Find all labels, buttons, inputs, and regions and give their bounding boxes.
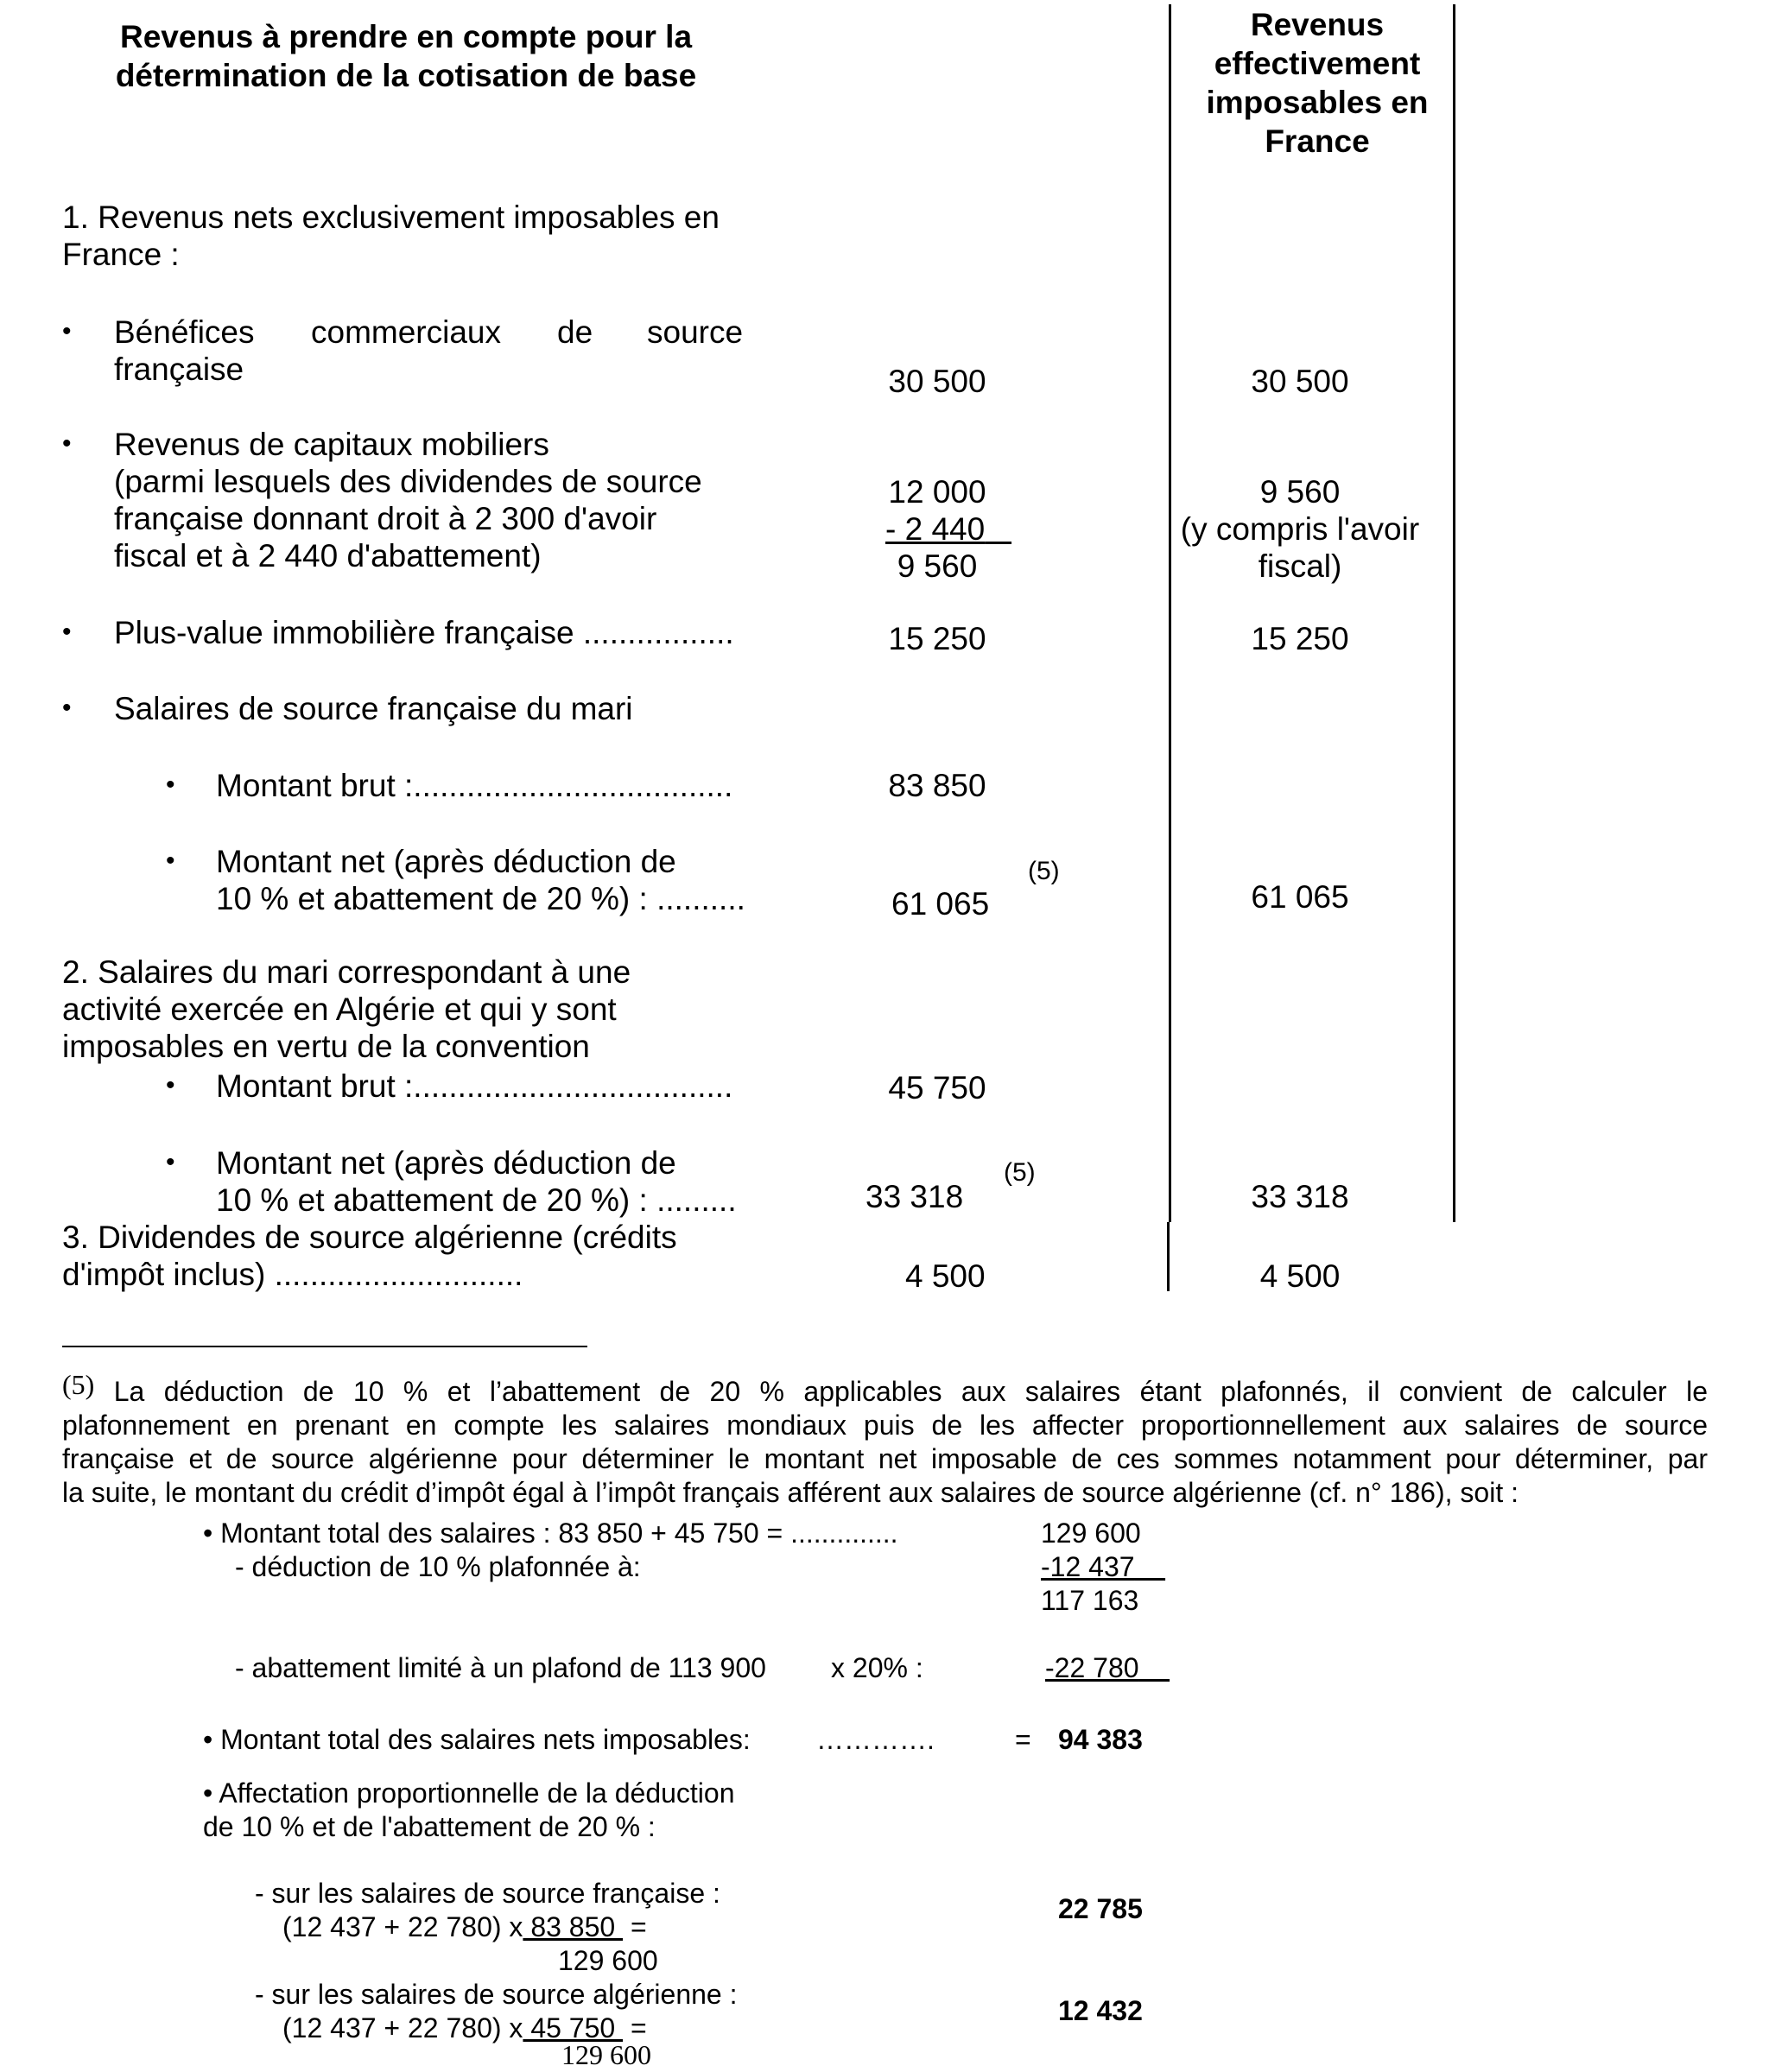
calc-total-value: 129 600 xyxy=(1041,1518,1141,1549)
header-left-line1: Revenus à prendre en compte pour la xyxy=(119,19,693,54)
footnote-line3: française et de source algérienne pour déterminer le montant net imposable de ces sommes notamment pour déterminer, par xyxy=(62,1443,1708,1474)
section3-line1: 3. Dividendes de source algérienne (crédits xyxy=(62,1220,677,1255)
header-right-line4: France xyxy=(1265,124,1370,159)
footnote-line4: la suite, le montant du crédit d’impôt égal à l’impôt français afférent aux salaires de source algérienne (cf. n° 186), soit : xyxy=(62,1477,1519,1508)
section2-brut-label: Montant brut :.................................... xyxy=(216,1068,733,1104)
bullet-icon: • xyxy=(62,317,72,345)
calc-dz-formula-a: (12 437 + 22 780) x xyxy=(282,2012,523,2043)
plusvalue-col2: 15 250 xyxy=(1251,621,1349,656)
calc-deduction-value: -12 437 xyxy=(1041,1551,1135,1582)
header-left xyxy=(60,17,751,95)
salaires-label: Salaires de source française du mari xyxy=(114,691,633,726)
section2-net-line2: 10 % et abattement de 20 %) : ......... xyxy=(216,1182,737,1218)
capitaux-col2-c: fiscal) xyxy=(1258,548,1342,584)
footnote-line2: plafonnement en prenant en compte les salaires mondiaux puis de les affecter proportionnellement aux salaires de source xyxy=(62,1410,1708,1441)
calc-net-eq: = xyxy=(1015,1724,1031,1755)
plusvalue-col1: 15 250 xyxy=(888,621,986,656)
column-divider-right xyxy=(1453,4,1455,1222)
salaires-brut-label: Montant brut :.................................... xyxy=(216,768,733,803)
benefices-label-a: Bénéfices xyxy=(114,314,255,350)
calc-abattement-value: -22 780 xyxy=(1045,1652,1139,1683)
column-divider-left-lower xyxy=(1167,1222,1170,1291)
calc-dz-label: - sur les salaires de source algérienne : xyxy=(255,1979,738,2010)
capitaux-line3: française donnant droit à 2 300 d'avoir xyxy=(114,501,657,536)
calc-abattement-label: - abattement limité à un plafond de 113 900 xyxy=(235,1652,766,1683)
calc-dz-value: 12 432 xyxy=(1058,1995,1143,2026)
plusvalue-label: Plus-value immobilière française ................. xyxy=(114,615,734,650)
calc-fr-value: 22 785 xyxy=(1058,1893,1143,1924)
section2-net-col1: 33 318 xyxy=(865,1179,964,1214)
header-right-line1: Revenus xyxy=(1250,7,1385,42)
salaires-net-col2: 61 065 xyxy=(1251,879,1349,915)
calc-abattement-rate: x 20% : xyxy=(831,1652,923,1683)
benefices-label-line2: française xyxy=(114,352,244,387)
calc-fr-formula-eq: = xyxy=(630,1911,647,1942)
section3-line2: d'impôt inclus) ............................ xyxy=(62,1257,523,1292)
bullet-icon: • xyxy=(62,429,72,458)
section3-col1: 4 500 xyxy=(905,1258,986,1294)
calc-fr-formula-num: 83 850 xyxy=(523,1911,624,1942)
benefices-label-c: de xyxy=(557,314,593,350)
section2-net-col2: 33 318 xyxy=(1251,1179,1349,1214)
salaires-net-line2: 10 % et abattement de 20 %) : .......... xyxy=(216,881,745,916)
calc-net-dots: …………. xyxy=(816,1724,935,1755)
footnote-marker: (5) xyxy=(62,1369,95,1400)
footnote-line1: La déduction de 10 % et l’abattement de 20 % applicables aux salaires étant plafonnés, il convient de calculer le xyxy=(113,1376,1709,1407)
bullet-icon: • xyxy=(166,1148,175,1176)
header-right-line3: imposables en xyxy=(1206,85,1429,120)
calc-abattement-value-wrap xyxy=(1045,1651,1173,1685)
footnote-ref: (5) xyxy=(1028,857,1060,885)
capitaux-col1-b xyxy=(885,510,1015,548)
calc-fr-formula-a: (12 437 + 22 780) x xyxy=(282,1911,523,1942)
calc-net-value: 94 383 xyxy=(1058,1724,1143,1755)
bullet-icon: • xyxy=(166,1071,175,1099)
section2-title-line2: activité exercée en Algérie et qui y sont xyxy=(62,992,617,1027)
footnote-ref: (5) xyxy=(1004,1158,1036,1187)
section2-brut-col1: 45 750 xyxy=(888,1070,986,1106)
capitaux-col2-b: (y compris l'avoir xyxy=(1180,511,1420,547)
section2-net-line1: Montant net (après déduction de xyxy=(216,1145,676,1181)
section1-title-line1: 1. Revenus nets exclusivement imposables en xyxy=(62,200,720,235)
capitaux-col1-c: 9 560 xyxy=(897,548,978,584)
capitaux-col1-a: 12 000 xyxy=(888,474,986,510)
bullet-icon: • xyxy=(62,618,72,646)
capitaux-col2-a: 9 560 xyxy=(1259,474,1341,510)
calc-subtotal-value: 117 163 xyxy=(1041,1585,1139,1616)
header-right xyxy=(1179,5,1455,161)
header-left-line2: détermination de la cotisation de base xyxy=(115,58,697,93)
benefices-label-b: commerciaux xyxy=(311,314,501,350)
calc-dz-formula-num: 45 750 xyxy=(523,2012,624,2043)
calc-deduction-label: - déduction de 10 % plafonnée à: xyxy=(235,1551,641,1582)
calc-dz-formula-den: 129 600 xyxy=(561,2039,651,2070)
column-divider-left xyxy=(1169,4,1171,1222)
header-right-line2: effectivement xyxy=(1214,46,1421,81)
calc-fr-label: - sur les salaires de source française : xyxy=(255,1878,720,1909)
footnote-line1-wrap xyxy=(62,1369,1709,1409)
section2-title-line1: 2. Salaires du mari correspondant à une xyxy=(62,954,631,990)
section1-title-line2: France : xyxy=(62,237,180,272)
calc-net-label: • Montant total des salaires nets imposables: xyxy=(203,1724,751,1755)
benefices-label-d: source xyxy=(647,314,744,350)
calc-fr-formula xyxy=(282,1910,647,1944)
calc-affect-line2: de 10 % et de l'abattement de 20 % : xyxy=(203,1811,656,1842)
capitaux-line2: (parmi lesquels des dividendes de source xyxy=(114,464,702,499)
salaires-net-line1: Montant net (après déduction de xyxy=(216,844,676,879)
salaires-brut-col1: 83 850 xyxy=(888,768,986,803)
capitaux-line4: fiscal et à 2 440 d'abattement) xyxy=(114,538,542,573)
benefices-col1: 30 500 xyxy=(888,364,986,399)
calc-affect-line1: • Affectation proportionnelle de la déduction xyxy=(203,1777,735,1809)
footnote-paragraph xyxy=(62,1369,1709,1510)
section3-col2: 4 500 xyxy=(1259,1258,1341,1294)
bullet-icon: • xyxy=(166,846,175,875)
bullet-icon: • xyxy=(166,770,175,799)
calc-fr-formula-den: 129 600 xyxy=(558,1945,658,1976)
calc-dz-formula-eq: = xyxy=(630,2012,647,2043)
benefices-col2: 30 500 xyxy=(1251,364,1349,399)
bullet-icon: • xyxy=(62,694,72,722)
footnote-separator xyxy=(62,1346,587,1347)
capitaux-line1: Revenus de capitaux mobiliers xyxy=(114,427,549,462)
section2-title-line3: imposables en vertu de la convention xyxy=(62,1029,590,1064)
calc-total-label: • Montant total des salaires : 83 850 + 45 750 = .............. xyxy=(203,1518,898,1549)
calc-deduction-value-wrap xyxy=(1041,1550,1169,1584)
capitaux-col1-b-value: - 2 440 xyxy=(885,511,986,547)
salaires-net-col1: 61 065 xyxy=(891,886,990,922)
